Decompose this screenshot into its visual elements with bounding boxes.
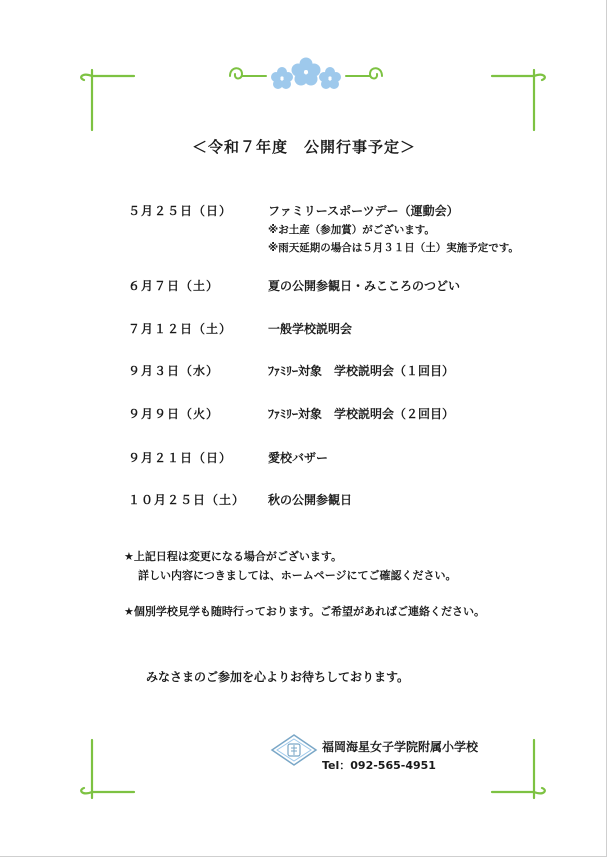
event-name: 夏の公開参観日・みこころのつどい xyxy=(268,279,461,293)
event-date: ６月７日（土） xyxy=(128,279,220,293)
school-crest-icon xyxy=(270,733,318,767)
event-date: ９月２１日（日） xyxy=(128,451,233,465)
event-date: ９月９日（火） xyxy=(128,407,220,421)
event-date: １０月２５日（土） xyxy=(128,493,246,507)
school-visit-notice: ★個別学校見学も随時行っております。ご希望があればご連絡ください。 xyxy=(124,605,485,618)
event-name: 一般学校説明会 xyxy=(268,322,353,336)
event-name: 愛校バザー xyxy=(268,451,329,465)
event-name: ファミリースポーツデー（運動会） xyxy=(268,204,459,218)
event-date: ５月２５日（日） xyxy=(128,204,233,218)
flower-cluster-icon xyxy=(226,54,386,94)
event-note: ※雨天延期の場合は５月３１日（土）実施予定です。 xyxy=(268,242,519,254)
corner-vine-icon-bottom-right xyxy=(484,736,554,808)
schedule-detail-notice: 詳しい内容につきましては、ホームページにてご確認ください。 xyxy=(138,569,457,582)
event-name: 秋の公開参観日 xyxy=(268,493,353,507)
corner-vine-icon-bottom-left xyxy=(72,736,142,808)
school-tel: Tel：092-565-4951 xyxy=(322,759,436,772)
schedule-change-notice: ★上記日程は変更になる場合がございます。 xyxy=(124,550,342,563)
event-note: ※お土産（参加賞）がございます。 xyxy=(268,224,435,236)
event-name: ﾌｧﾐﾘｰ対象 学校説明会（１回目） xyxy=(268,364,455,378)
event-name: ﾌｧﾐﾘｰ対象 学校説明会（２回目） xyxy=(268,407,455,421)
closing-message: みなさまのご参加を心よりお待ちしております。 xyxy=(146,670,410,684)
event-date: ９月３日（水） xyxy=(128,364,220,378)
corner-vine-icon-top-right xyxy=(484,62,554,134)
event-date: ７月１２日（土） xyxy=(128,322,233,336)
corner-vine-icon-top-left xyxy=(72,62,142,134)
page-title: ＜令和７年度 公開行事予定＞ xyxy=(191,138,416,156)
school-name: 福岡海星女子学院附属小学校 xyxy=(322,740,479,754)
